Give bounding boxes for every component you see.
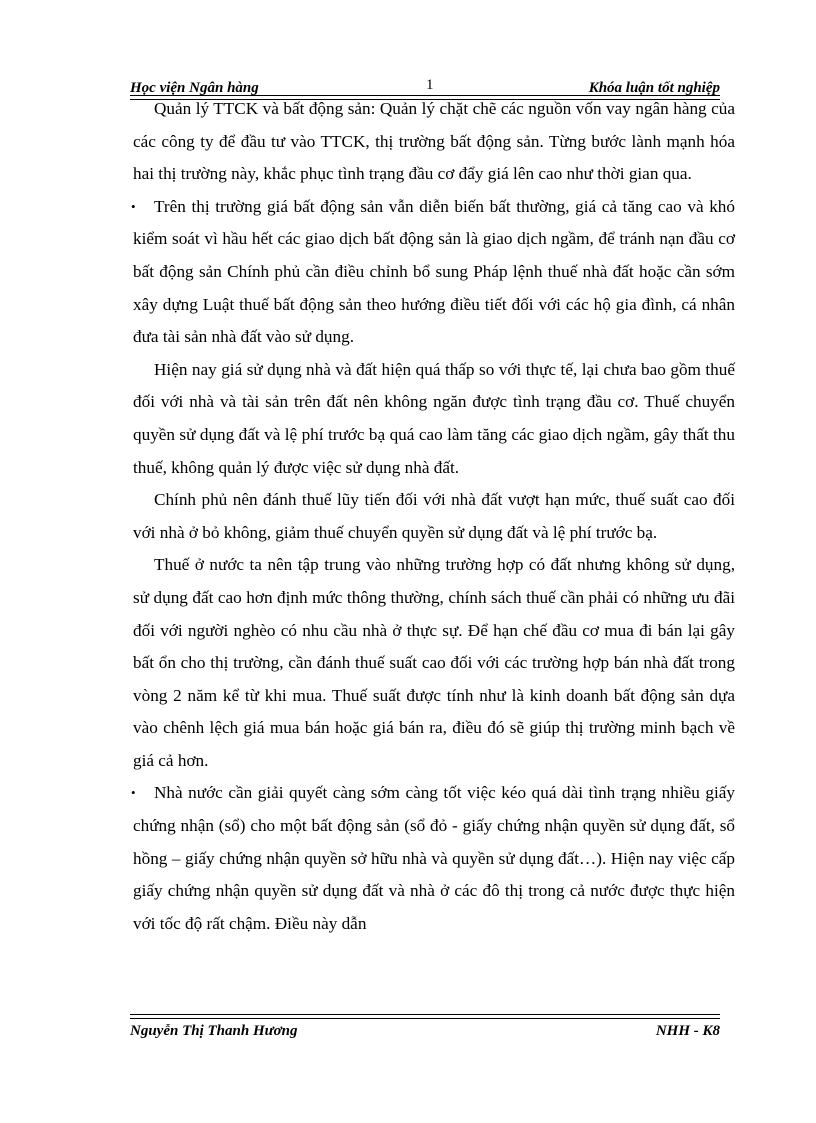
- footer-author: Nguyễn Thị Thanh Hương: [130, 1023, 298, 1039]
- paragraph-1: Quản lý TTCK và bất động sản: Quản lý chặt chẽ các nguồn vốn vay ngân hàng của các công ty để đầu tư vào TTCK, thị trường bất động sản. Từng bước lành mạnh hóa hai thị trường này, khắc phục tình trạng đầu cơ đẩy giá lên cao như thời gian qua.: [133, 99, 735, 184]
- footer-class-code: NHH - K8: [655, 1023, 720, 1039]
- bullet-icon: •: [131, 785, 136, 801]
- paragraph-6: [133, 777, 735, 940]
- header-page-number: 1: [426, 77, 434, 93]
- footer-divider: [130, 1014, 720, 1019]
- header-document-type: Khóa luận tốt nghiệp: [588, 80, 720, 96]
- paragraph-2: [133, 191, 735, 354]
- paragraph-5: Thuế ở nước ta nên tập trung vào những trường hợp có đất nhưng không sử dụng, sử dụng đất cao hơn định mức thông thường, chính sách thuế cần phải có những ưu đãi đối với người nghèo có nhu cầu nhà ở thực sự. Để hạn chế đầu cơ mua đi bán lại gây bất ổn cho thị trường, cần đánh thuế suất cao đối với các trường hợp bán nhà đất trong vòng 2 năm kể từ khi mua. Thuế suất được tính như là kinh doanh bất động sản dựa vào chênh lệch giá mua bán hoặc giá bán ra, điều đó sẽ giúp thị trường minh bạch về giá cả hơn.: [133, 555, 735, 770]
- bullet-icon: •: [131, 198, 136, 214]
- document-body: [133, 93, 735, 940]
- header-institution: Học viện Ngân hàng: [130, 80, 259, 96]
- paragraph-6-text: Nhà nước cần giải quyết càng sớm càng tốt việc kéo quá dài tình trạng nhiều giấy chứng nhận (sổ) cho một bất động sản (sổ đỏ - giấy chứng nhận quyền sử dụng đất, sổ hồng – giấy chứng nhận quyền sở hữu nhà và quyền sử dụng đất…). Hiện nay việc cấp giấy chứng nhận quyền sử dụng đất và nhà ở các đô thị trong cả nước được thực hiện với tốc độ rất chậm. Điều này dẫn: [133, 783, 735, 933]
- paragraph-4: Chính phủ nên đánh thuế lũy tiến đối với nhà đất vượt hạn mức, thuế suất cao đối với nhà ở bỏ không, giảm thuế chuyển quyền sử dụng đất và lệ phí trước bạ.: [133, 490, 735, 542]
- page-footer: [130, 1023, 720, 1043]
- paragraph-3: Hiện nay giá sử dụng nhà và đất hiện quá thấp so với thực tế, lại chưa bao gồm thuế đối với nhà và tài sản trên đất nên không ngăn được tình trạng đầu cơ. Thuế chuyển quyền sử dụng đất và lệ phí trước bạ quá cao làm tăng các giao dịch ngầm, gây thất thu thuế, không quản lý được việc sử dụng nhà đất.: [133, 359, 735, 477]
- paragraph-2-text: Trên thị trường giá bất động sản vẫn diễn biến bất thường, giá cả tăng cao và khó kiểm soát vì hầu hết các giao dịch bất động sản là giao dịch ngầm, để tránh nạn đầu cơ bất động sản Chính phủ cần điều chỉnh bổ sung Pháp lệnh thuế nhà đất hoặc cần sớm xây dựng Luật thuế bất động sản theo hướng điều tiết đối với các hộ gia đình, cá nhân đưa tài sản nhà đất vào sử dụng.: [133, 196, 735, 347]
